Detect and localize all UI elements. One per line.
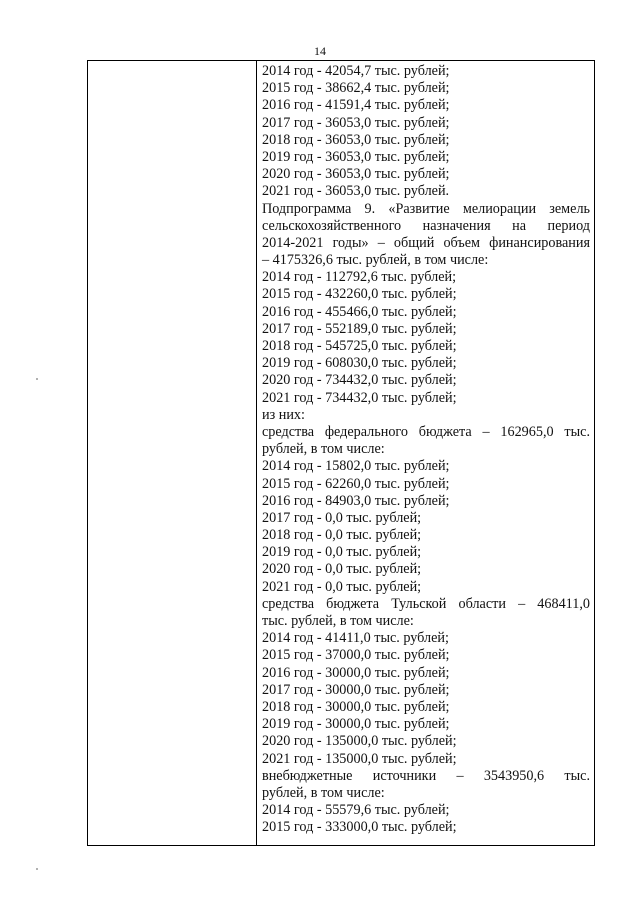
- text-line: 2018 год - 36053,0 тыс. рублей;: [262, 131, 450, 148]
- text-line: 2019 год - 36053,0 тыс. рублей;: [262, 148, 450, 165]
- text-line: 2020 год - 36053,0 тыс. рублей;: [262, 166, 450, 183]
- text-line: средства федерального бюджета – 162965,0 тыс.: [262, 423, 590, 440]
- text-line: 2018 год - 30000,0 тыс. рублей;: [262, 698, 450, 715]
- text-line: рублей, в том числе:: [262, 784, 385, 801]
- funding-table: [87, 60, 595, 846]
- text-line: 2018 год - 0,0 тыс. рублей;: [262, 527, 422, 544]
- page-number: 14: [314, 44, 326, 58]
- text-line: 2021 год - 734432,0 тыс. рублей;: [262, 389, 457, 406]
- scan-speck: [36, 868, 38, 870]
- text-line: 2015 год - 62260,0 тыс. рублей;: [262, 475, 450, 492]
- text-line: средства бюджета Тульской области – 468411,0: [262, 595, 590, 612]
- text-line: 2017 год - 552189,0 тыс. рублей;: [262, 320, 457, 337]
- text-line: 2020 год - 135000,0 тыс. рублей;: [262, 733, 457, 750]
- funding-text-cell: [262, 63, 590, 836]
- text-line: 2021 год - 0,0 тыс. рублей;: [262, 578, 422, 595]
- text-line: Подпрограмма 9. «Развитие мелиорации земель: [262, 200, 590, 217]
- text-line: 2019 год - 30000,0 тыс. рублей;: [262, 716, 450, 733]
- scan-speck: [36, 378, 38, 380]
- text-line: – 4175326,6 тыс. рублей, в том числе:: [262, 252, 489, 269]
- text-line: 2017 год - 36053,0 тыс. рублей;: [262, 114, 450, 131]
- text-line: из них:: [262, 406, 305, 423]
- text-line: 2020 год - 0,0 тыс. рублей;: [262, 561, 422, 578]
- text-line: внебюджетные источники – 3543950,6 тыс.: [262, 767, 590, 784]
- text-line: 2015 год - 333000,0 тыс. рублей;: [262, 819, 457, 836]
- text-line: 2014 год - 55579,6 тыс. рублей;: [262, 802, 450, 819]
- text-line: 2021 год - 36053,0 тыс. рублей.: [262, 183, 450, 200]
- text-line: 2017 год - 30000,0 тыс. рублей;: [262, 681, 450, 698]
- text-line: тыс. рублей, в том числе:: [262, 613, 414, 629]
- text-line: 2019 год - 608030,0 тыс. рублей;: [262, 355, 457, 372]
- text-line: 2018 год - 545725,0 тыс. рублей;: [262, 338, 457, 354]
- text-line: 2014 год - 42054,7 тыс. рублей;: [262, 63, 450, 79]
- text-line: 2014 год - 15802,0 тыс. рублей;: [262, 458, 450, 475]
- text-line: 2020 год - 734432,0 тыс. рублей;: [262, 372, 457, 389]
- text-line: 2015 год - 432260,0 тыс. рублей;: [262, 286, 457, 303]
- text-line: 2014 год - 41411,0 тыс. рублей;: [262, 630, 449, 647]
- text-line: 2014-2021 годы» – общий объем финансирования: [262, 234, 590, 251]
- text-line: 2017 год - 0,0 тыс. рублей;: [262, 509, 422, 526]
- text-line: 2016 год - 30000,0 тыс. рублей;: [262, 664, 450, 681]
- text-line: 2015 год - 38662,4 тыс. рублей;: [262, 80, 450, 97]
- column-divider: [256, 61, 257, 845]
- text-line: 2016 год - 41591,4 тыс. рублей;: [262, 97, 450, 114]
- text-line: 2015 год - 37000,0 тыс. рублей;: [262, 647, 450, 664]
- text-line: 2016 год - 455466,0 тыс. рублей;: [262, 303, 457, 320]
- text-line: сельскохозяйственного назначения на период: [262, 217, 590, 234]
- text-line: 2014 год - 112792,6 тыс. рублей;: [262, 269, 457, 286]
- text-line: 2016 год - 84903,0 тыс. рублей;: [262, 492, 450, 509]
- text-line: 2019 год - 0,0 тыс. рублей;: [262, 544, 422, 561]
- text-line: рублей, в том числе:: [262, 441, 385, 458]
- text-line: 2021 год - 135000,0 тыс. рублей;: [262, 750, 457, 767]
